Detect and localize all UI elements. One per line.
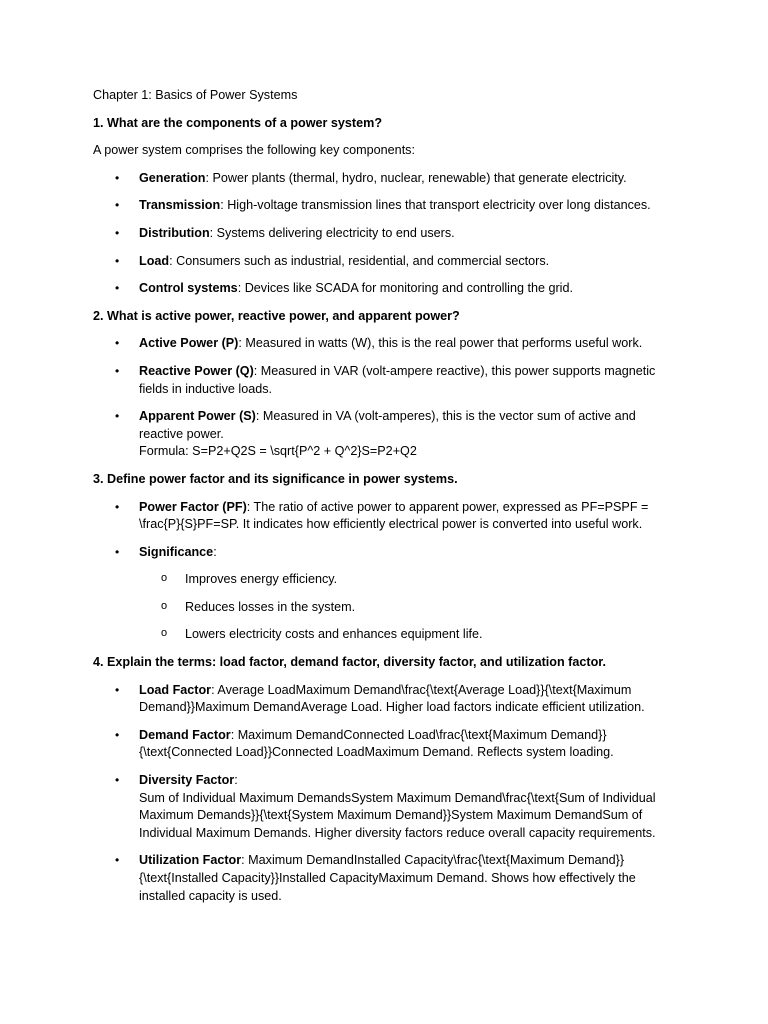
circle-bullet-icon: o: [161, 599, 168, 612]
question-3-title: 3. Define power factor and its significance in power systems.: [93, 471, 458, 486]
separator: :: [234, 773, 238, 788]
definition: Consumers such as industrial, residential, and commercial sectors.: [176, 253, 550, 268]
list-item: [93, 225, 678, 243]
definition: The ratio of active power to apparent power, expressed as PF=PSPF = \frac{P}{S}PF=SP. It indicates how efficiently electrical power is converted into useful work.: [139, 499, 649, 532]
bullet-icon: •: [115, 409, 120, 424]
definition: Measured in VA (volt-amperes), this is the vector sum of active and reactive power.: [139, 409, 636, 441]
list-item: [93, 682, 678, 717]
chapter-title: Chapter 1: Basics of Power Systems: [93, 88, 298, 102]
list-item: [139, 626, 678, 644]
bullet-icon: •: [115, 363, 120, 378]
list-item: [93, 170, 678, 188]
question-1-intro: A power system comprises the following key components:: [93, 143, 415, 158]
list-item: [93, 727, 678, 762]
list-item: [93, 363, 678, 398]
bullet-icon: •: [115, 225, 120, 240]
power-factor-list: [93, 499, 678, 645]
term: Control systems: [139, 281, 238, 296]
separator: :: [253, 363, 261, 378]
term: Power Factor (PF): [139, 499, 247, 514]
term: Transmission: [139, 198, 221, 213]
circle-bullet-icon: o: [161, 627, 168, 640]
definition: Measured in watts (W), this is the real power that performs useful work.: [245, 336, 643, 351]
separator: :: [211, 682, 218, 697]
separator: :: [169, 253, 177, 268]
sub-item-text: Reduces losses in the system.: [185, 599, 356, 614]
question-1-title: 1. What are the components of a power system?: [93, 115, 383, 130]
circle-bullet-icon: o: [161, 572, 168, 585]
separator: :: [238, 336, 246, 351]
list-item: [93, 197, 678, 215]
list-item: [93, 852, 678, 905]
sub-item-text: Improves energy efficiency.: [185, 572, 338, 587]
definition: Power plants (thermal, hydro, nuclear, renewable) that generate electricity.: [212, 170, 627, 185]
bullet-icon: •: [115, 253, 120, 268]
bullet-icon: •: [115, 198, 120, 213]
separator: :: [213, 544, 217, 559]
bullet-icon: •: [115, 682, 120, 697]
term: Generation: [139, 170, 206, 185]
list-item: [139, 599, 678, 617]
question-2-title: 2. What is active power, reactive power, and apparent power?: [93, 308, 460, 323]
components-list: [93, 170, 678, 298]
definition: Systems delivering electricity to end users.: [216, 225, 455, 240]
bullet-icon: •: [115, 544, 120, 559]
bullet-icon: •: [115, 853, 120, 868]
significance-list: [139, 571, 678, 644]
term: Apparent Power (S): [139, 409, 256, 424]
bullet-icon: •: [115, 336, 120, 351]
separator: :: [209, 225, 217, 240]
list-item: [93, 408, 678, 461]
term: Utilization Factor: [139, 853, 242, 868]
bullet-icon: •: [115, 727, 120, 742]
separator: :: [230, 727, 238, 742]
term: Demand Factor: [139, 727, 231, 742]
separator: :: [246, 499, 254, 514]
separator: :: [241, 853, 249, 868]
bullet-icon: •: [115, 170, 120, 185]
term: Load: [139, 253, 170, 268]
list-item: [93, 335, 678, 353]
question-4-title: 4. Explain the terms: load factor, demand factor, diversity factor, and utilization factor.: [93, 655, 606, 670]
document-content: [93, 87, 678, 915]
factors-list: [93, 682, 678, 906]
list-item: [93, 499, 678, 534]
definition: Maximum DemandConnected Load\frac{\text{Maximum Demand}}{\text{Connected Load}}Connected LoadMaximum Demand. Reflects system loading.: [139, 727, 614, 760]
definition: Average LoadMaximum Demand\frac{\text{Average Load}}{\text{Maximum Demand}}Maximum DemandAverage Load. Higher load factors indicate efficient utilization.: [139, 682, 645, 715]
term: Distribution: [139, 225, 210, 240]
list-item: [93, 253, 678, 271]
term: Significance: [139, 544, 214, 559]
separator: :: [255, 409, 263, 424]
bullet-icon: •: [115, 281, 120, 296]
definition: Maximum DemandInstalled Capacity\frac{\text{Maximum Demand}}{\text{Installed Capacity}}Installed CapacityMaximum Demand. Shows how effectively the installed capacity is used.: [139, 853, 636, 903]
term: Active Power (P): [139, 336, 239, 351]
formula: Formula: S=P2+Q2S = \sqrt{P^2 + Q^2}S=P2+Q2: [139, 444, 417, 459]
definition: Devices like SCADA for monitoring and controlling the grid.: [244, 281, 573, 296]
term: Reactive Power (Q): [139, 363, 254, 378]
bullet-icon: •: [115, 499, 120, 514]
term: Diversity Factor: [139, 773, 235, 788]
list-item: [93, 772, 678, 842]
sub-item-text: Lowers electricity costs and enhances equipment life.: [185, 627, 483, 642]
separator: :: [205, 170, 213, 185]
list-item: [93, 544, 678, 644]
definition: Sum of Individual Maximum DemandsSystem Maximum Demand\frac{\text{Sum of Individual Maximum Demands}}{\text{System Maximum Demand}}System Maximum DemandSum of Individual Maximum Demands. Higher diversity factors reduce overall capacity requirements.: [139, 790, 656, 840]
bullet-icon: •: [115, 773, 120, 788]
separator: :: [220, 198, 228, 213]
definition: Measured in VAR (volt-ampere reactive), this power supports magnetic fields in inductive loads.: [139, 363, 656, 396]
term: Load Factor: [139, 682, 212, 697]
separator: :: [237, 281, 245, 296]
definition: High-voltage transmission lines that transport electricity over long distances.: [227, 198, 651, 213]
power-types-list: [93, 335, 678, 461]
list-item: [93, 280, 678, 298]
list-item: [139, 571, 678, 589]
